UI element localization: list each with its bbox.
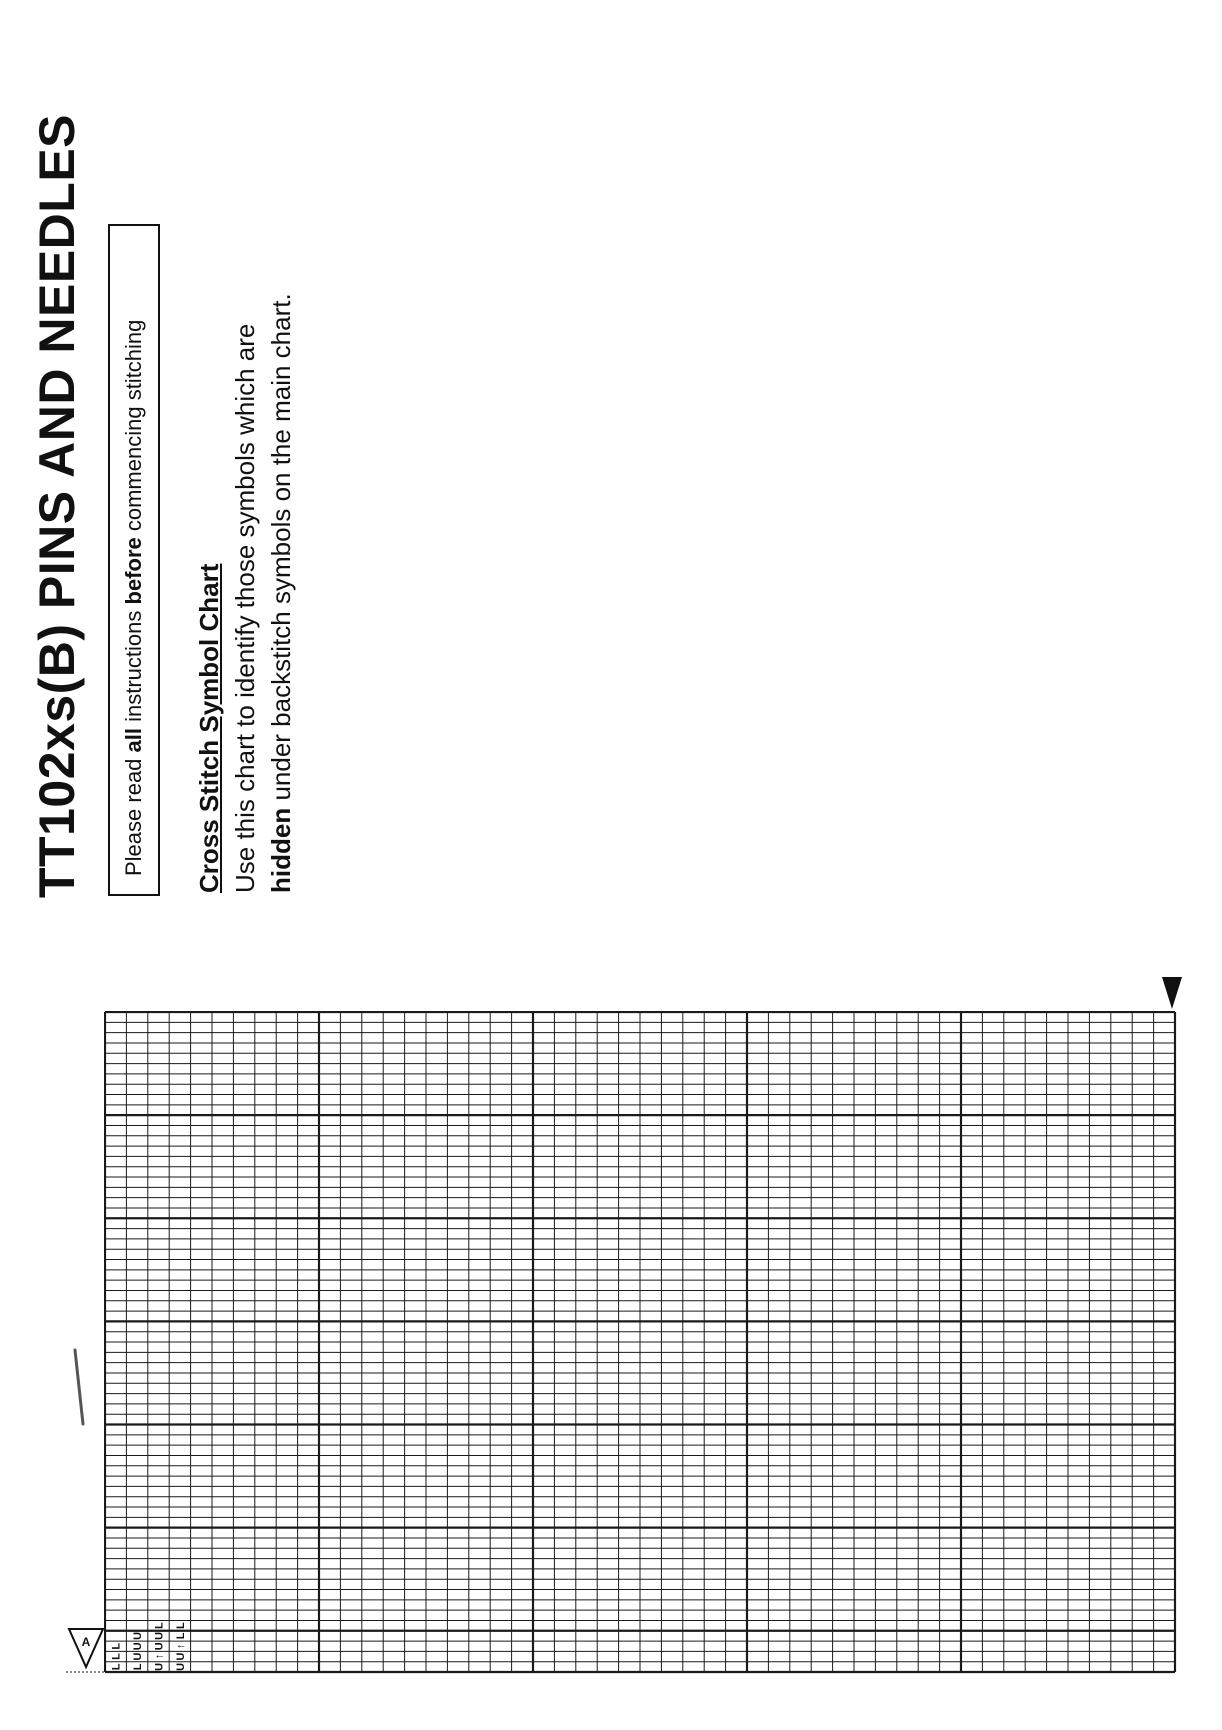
grid-symbol: U: [132, 1642, 145, 1651]
grid-symbol: U: [153, 1662, 166, 1671]
grid-symbol: L: [153, 1622, 166, 1629]
hidden-bold-word: hidden: [266, 807, 296, 893]
grid-symbol: U: [153, 1631, 166, 1640]
symbol-chart-grid: [104, 1011, 1186, 1683]
notice-text-2: instructions: [121, 604, 146, 728]
grid-symbol: U: [174, 1662, 187, 1671]
notice-text-1: Please read: [121, 752, 146, 876]
grid-symbol: L: [110, 1663, 123, 1671]
grid-symbol: U: [132, 1631, 145, 1640]
line-2-rest: under backstitch symbols on the main chart.: [266, 293, 296, 808]
center-arrow-marker-icon: [1162, 977, 1182, 1011]
grid-symbol: L: [110, 1653, 123, 1660]
page-title: TT102xs(B) PINS AND NEEDLES: [29, 113, 85, 898]
grid-symbol: U: [153, 1642, 166, 1651]
start-marker-a-icon: [66, 1625, 106, 1673]
notice-text-3: commencing stitching: [121, 319, 146, 538]
pencil-stroke-mark: [72, 1348, 86, 1428]
instructions-notice-box: [108, 224, 160, 896]
notice-bold-before: before: [121, 537, 146, 605]
grid-symbol: L: [110, 1642, 123, 1650]
section-description-line-1: Use this chart to identify those symbols which are: [230, 323, 260, 893]
grid-symbol: U: [132, 1652, 145, 1661]
grid-symbol: L: [174, 1632, 187, 1640]
section-heading: Cross Stitch Symbol Chart: [194, 563, 224, 893]
notice-bold-all: all: [121, 728, 146, 753]
grid-symbol: L: [132, 1663, 145, 1671]
grid-symbol: L: [174, 1622, 187, 1629]
grid-symbol: ↑: [153, 1653, 166, 1660]
marker-label: A: [81, 1635, 91, 1649]
grid-symbol: ↑: [174, 1643, 187, 1649]
grid-symbol: U: [174, 1652, 187, 1661]
section-description-line-2: [268, 293, 294, 893]
